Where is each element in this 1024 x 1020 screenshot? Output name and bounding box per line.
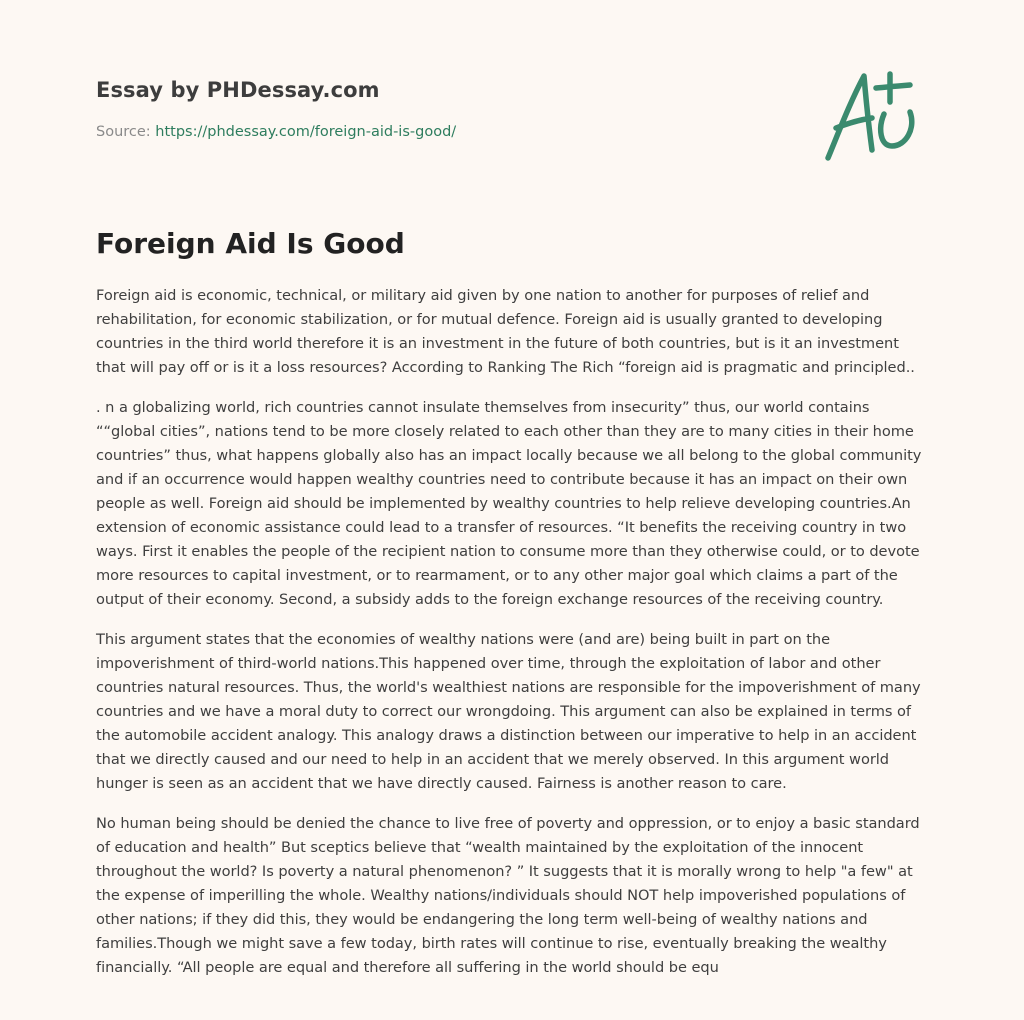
essay-header (96, 76, 716, 142)
source-line (96, 122, 716, 142)
site-brand: Essay by PHDessay.com (96, 78, 380, 102)
paragraph: This argument states that the economies of wealthy nations were (and are) being built in part on the impoverishment of third-world nations.This happened over time, through the exploitation of labor and other countries natural resources. Thus, the world's wealthiest nations are responsible for the impoverishment of many countries and we have a moral duty to correct our wrongdoing. This argument can also be explained in terms of the automobile accident analogy. This analogy draws a distinction between our imperative to help in an accident that we directly caused and our need to help in an accident that we merely observed. In this argument world hunger is seen as an accident that we have directly caused. Fairness is another reason to care. (96, 631, 921, 792)
essay-body (96, 284, 932, 996)
a-plus-logo-icon (822, 66, 926, 166)
paragraph: No human being should be denied the chance to live free of poverty and oppression, or to enjoy a basic standard of education and health” But sceptics believe that “wealth maintained by the exploitation of the innocent throughout the world? Is poverty a natural phenomenon? ” It suggests that it is morally wrong to help "a few" at the expense of imperilling the whole. Wealthy nations/individuals should NOT help impoverished populations of other nations; if they did this, they would be endangering the long term well-being of wealthy nations and families.Though we might save a few today, birth rates will continue to rise, eventually breaking the wealthy financially. “All people are equal and therefore all suffering in the world should be equ (96, 815, 920, 976)
paragraph: . n a globalizing world, rich countries cannot insulate themselves from insecurity” thus, our world contains ““global cities”, nations tend to be more closely related to each other than they are to many cities in their home countries” thus, what happens globally also has an impact locally because we all belong to the global community and if an occurrence would happen wealthy countries need to contribute because it has an impact on their own people as well. Foreign aid should be implemented by wealthy countries to help relieve developing countries.An extension of economic assistance could lead to a transfer of resources. “It benefits the receiving country in two ways. First it enables the people of the recipient nation to consume more than they otherwise could, or to devote more resources to capital investment, or to rearmament, or to any other major goal which claims a part of the output of their economy. Second, a subsidy adds to the foreign exchange resources of the receiving country. (96, 399, 922, 608)
paragraph: Foreign aid is economic, technical, or military aid given by one nation to another for purposes of relief and rehabilitation, for economic stabilization, or for mutual defence. Foreign aid is usually granted to developing countries in the third world therefore it is an investment in the future of both countries, but is it an investment that will pay off or is it a loss resources? According to Ranking The Rich “foreign aid is pragmatic and principled.. (96, 287, 915, 376)
source-link[interactable]: https://phdessay.com/foreign-aid-is-good/ (155, 124, 457, 140)
source-label: Source: (96, 124, 151, 140)
essay-title: Foreign Aid Is Good (96, 227, 405, 260)
